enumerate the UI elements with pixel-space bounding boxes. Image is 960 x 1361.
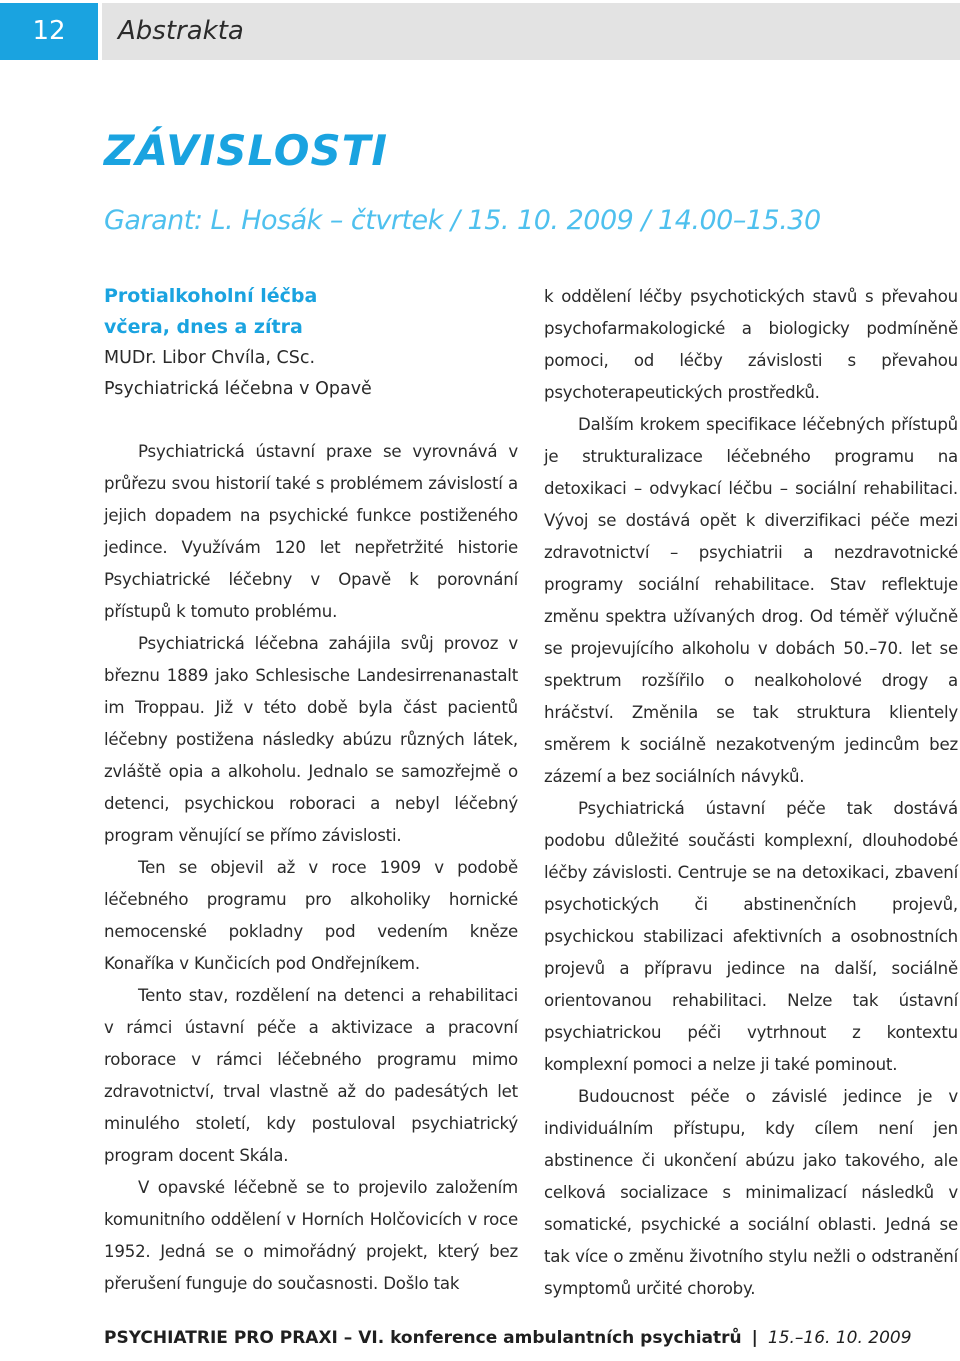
session-info: Garant: L. Hosák – čtvrtek / 15. 10. 2009 / 14.00–15.30	[104, 205, 821, 236]
conference-dates: 15.–16. 10. 2009	[767, 1328, 912, 1348]
paragraph: Dalším krokem specifikace léčebných přístupů je strukturalizace léčebného programu na detoxikaci – odvykací léčbu – sociální rehabilitaci. Vývoj se dostává opět k diverzifikaci péče mezi zdravotnictví – psychiatrii a nezdravotnické programy sociální rehabilitace. Stav reflektuje změnu spektra užívaných drog. Od téměř výlučně se projevujícího alkoholu v dobách 50.–70. let se spektrum rozšířilo o nealkoholové drogy a hráčství. Změnila se tak struktura klientely směrem k sociálně nezakotveným jedincům bez zázemí a bez sociálních návyků.	[544, 415, 958, 786]
article-author: MUDr. Libor Chvíla, CSc.	[104, 348, 316, 368]
paragraph: Psychiatrická ústavní péče tak dostává podobu důležité součásti komplexní, dlouhodobé léčby závislosti. Centruje se na detoxikaci, zbavení psychotických či abstinenčních projevů, psychickou stabilizaci afektivních a osobnostních projevů a přípravu jedince na další, sociálně orientovanou rehabilitaci. Nelze tak ústavní psychiatrickou péči vytrhnout z kontextu komplexní pomoci a nelze ji také pominout.	[544, 799, 958, 1074]
paragraph: V opavské léčebně se to projevilo založením komunitního oddělení v Horních Holčovicích v roce 1952. Jedná se o mimořádný projekt, který bez přerušení funguje do současnosti. Došlo tak	[104, 1178, 518, 1293]
page-number: 12	[0, 3, 98, 60]
journal-name: PSYCHIATRIE PRO PRAXI – VI. konference ambulantních psychiatrů	[104, 1328, 742, 1348]
paragraph: Psychiatrická ústavní praxe se vyrovnává v průřezu svou historií také s problémem závislostí a jejich dopadem na psychické funkce postiženého jedince. Využívám 120 let nepřetržité historie Psychiatrické léčebny v Opavě k porovnání přístupů k tomuto problému.	[104, 442, 518, 621]
page-header	[0, 0, 960, 62]
page-footer	[104, 1328, 912, 1348]
left-column	[104, 281, 518, 1300]
article-title-line-1: Protialkoholní léčba	[104, 285, 318, 307]
right-column	[544, 281, 958, 1305]
paragraph: Tento stav, rozdělení na detenci a rehabilitaci v rámci ústavní péče a aktivizace a pracovní roborace v rámci léčebného programu mimo zdravotnictví, trval vlastně až do padesátých let minulého století, kdy postuloval psychiatrický program docent Skála.	[104, 986, 518, 1165]
footer-separator: |	[751, 1328, 758, 1348]
article-affiliation: Psychiatrická léčebna v Opavě	[104, 379, 372, 399]
paragraph: Ten se objevil až v roce 1909 v podobě léčebného programu pro alkoholiky hornické nemocenské pokladny pod vedením kněze Konaříka v Kunčicích pod Ondřejníkem.	[104, 858, 518, 973]
header-bar	[102, 3, 960, 60]
paragraph: Psychiatrická léčebna zahájila svůj provoz v březnu 1889 jako Schlesische Landesirrenanastalt im Troppau. Již v této době byla část pacientů léčebny postižena následky abúzu různých látek, zvláště opia a alkoholu. Jednalo se samozřejmě o detenci, psychickou roboraci a nebyl léčebný program věnující se přímo závislosti.	[104, 634, 518, 845]
paragraph: k oddělení léčby psychotických stavů s převahou psychofarmakologické a biologicky podmíněně pomoci, od léčby závislosti s převahou psychoterapeutických prostředků.	[544, 287, 958, 402]
paragraph: Budoucnost péče o závislé jedince je v individuálním přístupu, kdy cílem není jen abstinence či ukončení abúzu jako takového, ale celková socializace s minimalizací následků v somatické, psychické a sociální oblasti. Jedná se tak více o změnu životního stylu nežli o odstranění symptomů určité choroby.	[544, 1087, 958, 1298]
section-label: Abstrakta	[118, 16, 244, 46]
section-title: ZÁVISLOSTI	[104, 126, 388, 175]
article-title-line-2: včera, dnes a zítra	[104, 316, 303, 338]
